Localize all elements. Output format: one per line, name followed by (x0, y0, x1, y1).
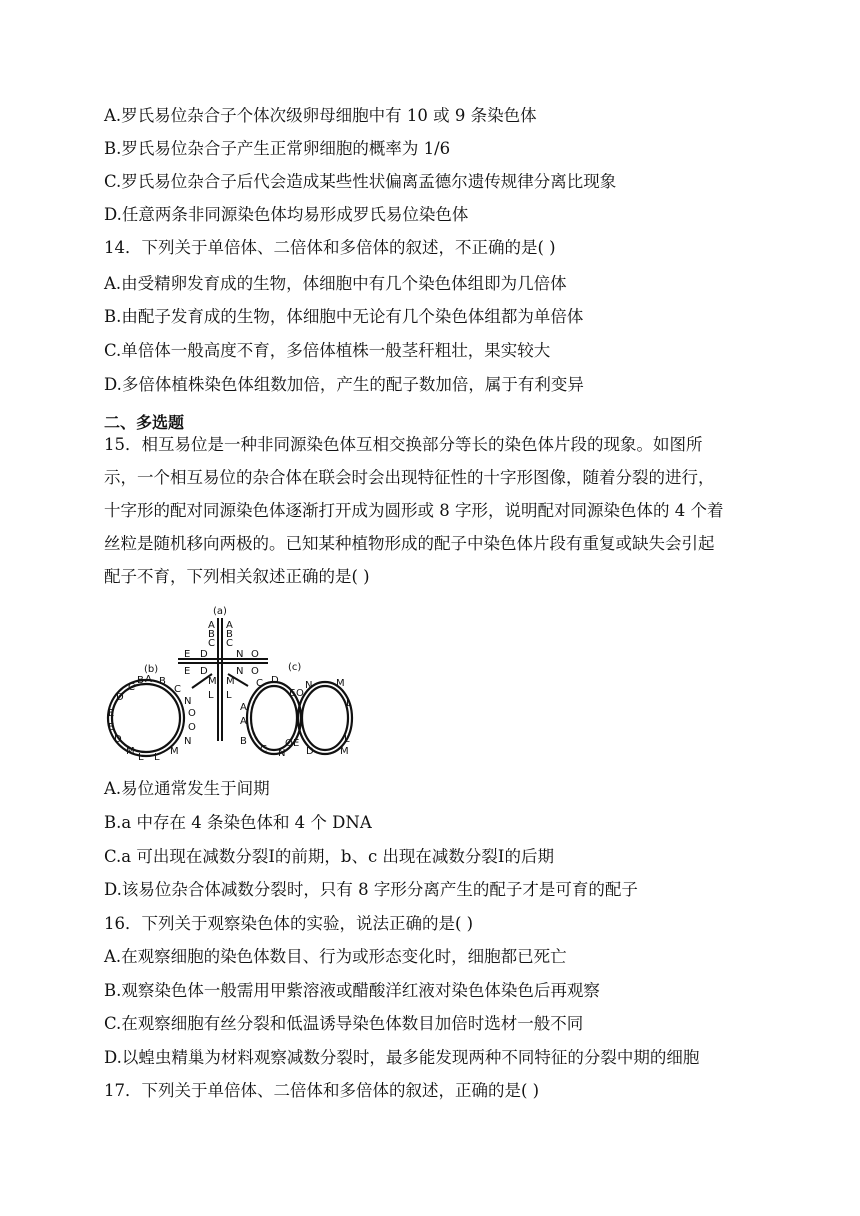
letter: B (240, 736, 247, 747)
letter: D (306, 746, 314, 757)
letter: L (346, 698, 352, 709)
option: C.a 可出现在减数分裂Ⅰ的前期，b、c 出现在减数分裂Ⅰ的后期 (104, 847, 554, 866)
letter: E (184, 649, 191, 660)
question-15: 丝粒是随机移向两极的。已知某种植物形成的配子中染色体片段有重复或缺失会引起 (104, 534, 715, 553)
letter: O (251, 649, 259, 660)
letter: O (188, 708, 196, 719)
letter: A (208, 620, 215, 631)
letter: O (296, 688, 304, 699)
letter: O (285, 738, 293, 749)
letter: D (116, 692, 124, 703)
letter: D (200, 666, 208, 677)
question-15: 15．相互易位是一种非同源染色体互相交换部分等长的染色体片段的现象。如图所 (104, 435, 703, 454)
letter: D (114, 734, 122, 745)
question-17: 17．下列关于单倍体、二倍体和多倍体的叙述，正确的是( ) (104, 1081, 540, 1100)
letter: L (154, 752, 160, 763)
section-title: 二、多选题 (104, 413, 185, 432)
question-15: 示，一个相互易位的杂合体在联会时会出现特征性的十字形图像，随着分裂的进行， (104, 468, 715, 487)
letter: B (226, 629, 233, 640)
letter: L (138, 752, 144, 763)
letter: B (137, 675, 144, 686)
letter: C (226, 638, 233, 649)
option: B.由配子发育成的生物，体细胞中无论有几个染色体组都为单倍体 (104, 307, 584, 326)
label-b: (b) (144, 664, 159, 675)
letter: E (108, 708, 115, 719)
question-16: 16．下列关于观察染色体的实验，说法正确的是( ) (104, 914, 474, 933)
letter: C (208, 638, 215, 649)
option: B.a 中存在 4 条染色体和 4 个 DNA (104, 813, 372, 832)
letter: M (170, 746, 179, 757)
letter: M (336, 678, 345, 689)
letter: A (145, 674, 152, 685)
letter: D (200, 649, 208, 660)
letter: N (184, 736, 192, 747)
letter: C (128, 682, 135, 693)
letter: E (184, 666, 191, 677)
letter: M (340, 746, 349, 757)
letter: C (260, 744, 267, 755)
letter: L (208, 690, 214, 701)
label-a: (a) (213, 606, 227, 617)
option: D.多倍体植株染色体组数加倍，产生的配子数加倍，属于有利变异 (104, 375, 584, 394)
text-line: A.罗氏易位杂合子个体次级卵母细胞中有 10 或 9 条染色体 (104, 106, 537, 125)
letter: E (108, 722, 115, 733)
letter: N (305, 680, 313, 691)
option: A.易位通常发生于间期 (104, 779, 270, 798)
letter: D (271, 675, 279, 686)
question-15: 十字形的配对同源染色体逐渐打开成为圆形或 8 字形，说明配对同源染色体的 4 个着 (104, 501, 724, 520)
letter: M (226, 676, 235, 687)
text-line: B.罗氏易位杂合子产生正常卵细胞的概率为 1/6 (104, 139, 451, 158)
question-15: 配子不育，下列相关叙述正确的是( ) (104, 567, 370, 586)
letter: L (344, 734, 350, 745)
option: D.以蝗虫精巢为材料观察减数分裂时，最多能发现两种不同特征的分裂中期的细胞 (104, 1048, 700, 1067)
letter: N (236, 666, 244, 677)
letter: E (293, 738, 300, 749)
letter: A (226, 620, 233, 631)
letter: C (174, 684, 181, 695)
question-14: 14．下列关于单倍体、二倍体和多倍体的叙述，不正确的是( ) (104, 238, 556, 257)
letter: B (208, 629, 215, 640)
option: A.由受精卵发育成的生物，体细胞中有几个染色体组即为几倍体 (104, 274, 567, 293)
option: A.在观察细胞的染色体数目、行为或形态变化时，细胞都已死亡 (104, 947, 567, 966)
letter: N (278, 748, 286, 759)
option: D.该易位杂合体减数分裂时，只有 8 字形分离产生的配子才是可育的配子 (104, 880, 638, 899)
label-c: (c) (288, 662, 302, 673)
letter: M (208, 676, 217, 687)
text-line: C.罗氏易位杂合子后代会造成某些性状偏离孟德尔遗传规律分离比现象 (104, 172, 617, 191)
letter: N (184, 696, 192, 707)
letter: N (236, 649, 244, 660)
letter: E (289, 688, 296, 699)
letter: C (256, 678, 263, 689)
option: B.观察染色体一般需用甲紫溶液或醋酸洋红液对染色体染色后再观察 (104, 981, 600, 1000)
text-line: D.任意两条非同源染色体均易形成罗氏易位染色体 (104, 205, 469, 224)
letter: B (159, 676, 166, 687)
letter: L (226, 690, 232, 701)
letter: O (188, 722, 196, 733)
letter: A (240, 702, 247, 713)
translocation-figure (104, 606, 394, 768)
option: C.在观察细胞有丝分裂和低温诱导染色体数目加倍时选材一般不同 (104, 1014, 584, 1033)
option: C.单倍体一般高度不育，多倍体植株一般茎秆粗壮，果实较大 (104, 341, 551, 360)
letter: O (251, 666, 259, 677)
letter: M (126, 746, 135, 757)
letter: A (240, 716, 247, 727)
